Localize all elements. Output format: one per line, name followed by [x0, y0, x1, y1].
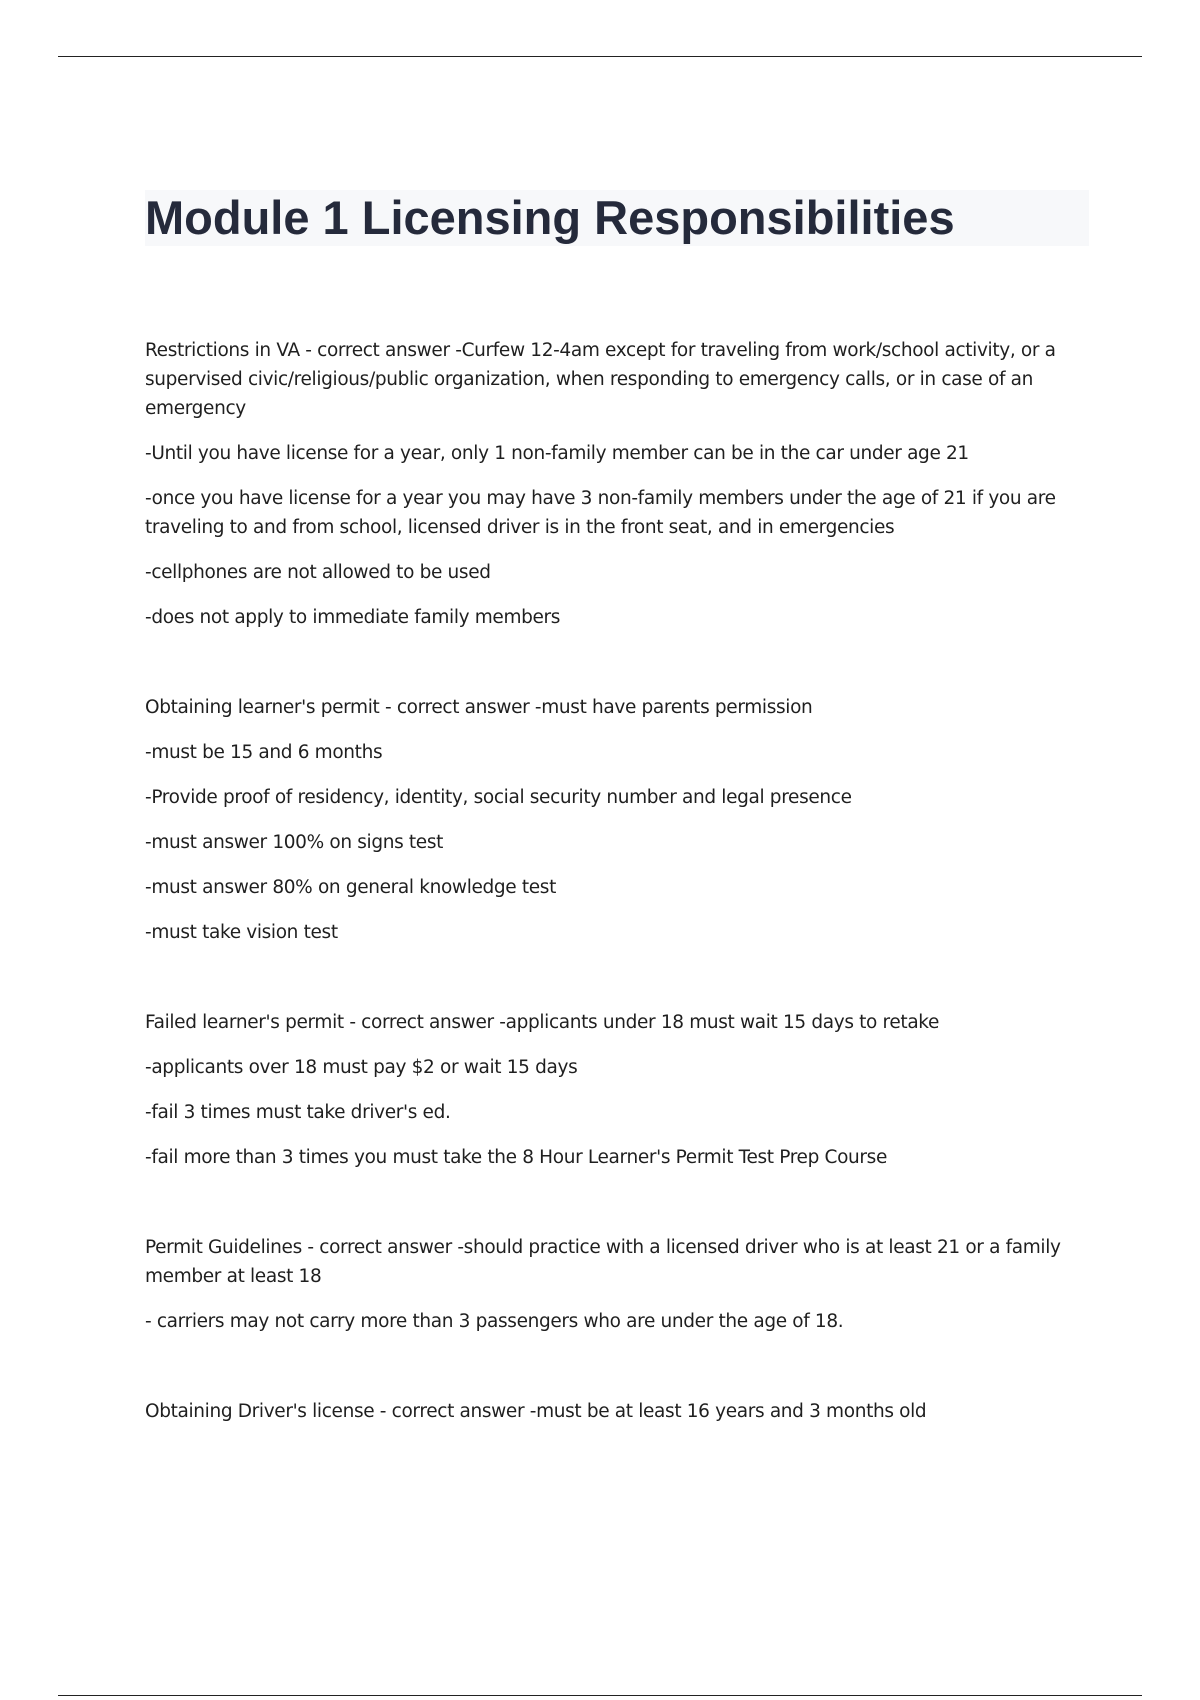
- section-permit-guidelines: [145, 1233, 1075, 1336]
- section-failed-permit: [145, 1008, 1075, 1172]
- section-restrictions: [145, 336, 1075, 632]
- document-body: [145, 336, 1075, 1487]
- section-line: -fail more than 3 times you must take the 8 Hour Learner's Permit Test Prep Course: [145, 1147, 887, 1168]
- section-line: -once you have license for a year you may have 3 non-family members under the age of 21 if you are traveling to and from school, licensed driver is in the front seat, and in emergencies: [145, 488, 1056, 538]
- footer-divider: [58, 1695, 1142, 1696]
- section-line: - carriers may not carry more than 3 passengers who are under the age of 18.: [145, 1311, 844, 1332]
- section-line: -must be 15 and 6 months: [145, 742, 383, 763]
- header-divider: [58, 56, 1142, 57]
- section-line: Obtaining learner's permit - correct answer -must have parents permission: [145, 697, 813, 718]
- section-line: Restrictions in VA - correct answer -Curfew 12-4am except for traveling from work/school activity, or a supervised civic/religious/public organization, when responding to emergency calls, or in case of an emergency: [145, 340, 1056, 419]
- section-line: -must answer 80% on general knowledge test: [145, 877, 556, 898]
- section-line: Permit Guidelines - correct answer -should practice with a licensed driver who is at least 21 or a family member at least 18: [145, 1237, 1061, 1287]
- section-line: -does not apply to immediate family members: [145, 607, 561, 628]
- section-line: -Until you have license for a year, only 1 non-family member can be in the car under age 21: [145, 443, 969, 464]
- section-line: Obtaining Driver's license - correct answer -must be at least 16 years and 3 months old: [145, 1401, 927, 1422]
- section-line: -cellphones are not allowed to be used: [145, 562, 491, 583]
- section-line: -fail 3 times must take driver's ed.: [145, 1102, 451, 1123]
- section-line: -must answer 100% on signs test: [145, 832, 444, 853]
- title-block: [145, 190, 1089, 246]
- section-line: -Provide proof of residency, identity, social security number and legal presence: [145, 787, 852, 808]
- section-line: Failed learner's permit - correct answer -applicants under 18 must wait 15 days to retake: [145, 1012, 940, 1033]
- section-line: -must take vision test: [145, 922, 338, 943]
- section-obtaining-permit: [145, 693, 1075, 947]
- document-title: Module 1 Licensing Responsibilities: [145, 191, 955, 244]
- section-line: -applicants over 18 must pay $2 or wait 15 days: [145, 1057, 578, 1078]
- section-drivers-license: [145, 1397, 1075, 1426]
